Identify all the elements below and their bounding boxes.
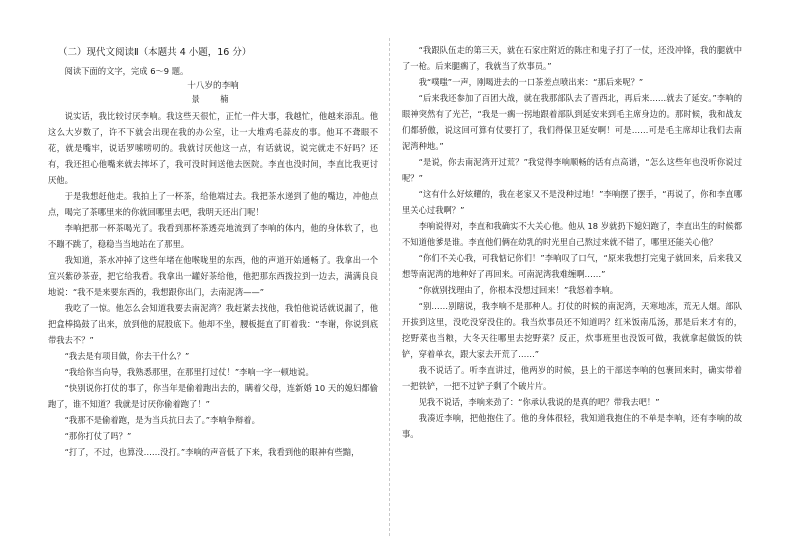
column-divider xyxy=(389,38,390,536)
paragraph: 李响说得对，李直和我确实不大关心他。他从 18 岁就扔下媳妇跑了，李直出生的时候都不知道他爹是谁。李直他们俩在幼乳的时光里自己熬过来就不错了，哪里还能关心他？ xyxy=(402,221,742,247)
paragraph: “我跟队伍走的第三天，就在石家庄附近的陈庄和鬼子打了一仗，还没冲锋，我的腿就中了一枪。后来腿瘸了，我就当了炊事员。” xyxy=(402,45,742,71)
paragraph: 我不说话了。听李直讲过，他两岁的时候，县上的干部送李响的包裹回来时，确实带着一把铁铲，一把不过铲子剩了个破片片。 xyxy=(402,365,742,391)
story-title: 十八岁的李响 xyxy=(187,81,239,91)
paragraph: “别……别瞎说，我李响不是那种人。打仗的时候的南泥湾，天寒地冻，荒无人烟。部队开拔到这里，没吃没穿没住的。我当炊事员还不知道吗？红米饭南瓜汤，那是后来才有的，挖野菜也当粮，大冬天往哪里去挖野菜？反正，炊事班里也没饭可做，我就拿起做饭的铁铲，穿着单衣，跟大家去开荒了……” xyxy=(402,301,742,359)
paragraph: 说实话，我比较讨厌李响。我这些天很忙，正忙一件大事，我越忙，他越来添乱。他这么大岁数了，许不下就会出现在我的办公室，让一大堆鸡毛蒜皮的事。他耳不聋眼不花，就是嘴牢，说话罗嗦唠叨的。我就讨厌他这一点，有话就说，说完就走不好吗？还有，我还担心他嘴来就去摔坏了，我可没时间送他去医院。李直也没时间，李直比我更讨厌他。 xyxy=(48,111,378,185)
reading-instruction: 阅读下面的文字，完成 6～9 题。 xyxy=(64,66,189,76)
dialogue-line: “快别说你打仗的事了，你当年是偷着跑出去的，瞒着父母，连新婚 10 天的媳妇都偷跑了，谁不知道？我就是讨厌你偷着跑了！” xyxy=(48,383,378,409)
paragraph: 我凑近李响，把他抱住了。他的身体很轻，我知道我抱住的不单是李响，还有李响的故事。 xyxy=(402,413,742,439)
dialogue-line: “我去是有项目做，你去干什么？” xyxy=(64,351,190,361)
paragraph: 李响把那一杯茶喝光了。我看到那杯茶透亮地流到了李响的体内，他的身体软了，也不蹦不跳了，稳稳当当地站在了那里。 xyxy=(48,223,378,249)
dialogue-line: “打了，不过，也算没……没打。”李响的声音低了下来，我看到他的眼神有些黯， xyxy=(64,447,360,457)
paragraph: 我吃了一惊。他怎么会知道我要去南泥湾？我赶紧去找他，我怕他说话就说漏了，他把盒棒捣鼓了出来，放到他的屁股底下。他却不坐，腰板挺直了盯着我：“李谢，你说到底带我去不？” xyxy=(48,303,378,345)
paragraph: 于是我想赶他走。我拍上了一杯茶，给他端过去。我把茶水递到了他的嘴边，冲他点点，喝完了茶哪里来的你就回哪里去吧，我明天还出门呢！ xyxy=(48,191,378,217)
paragraph: “这有什么好炫耀的，我在老家又不是没种过地！”李响摆了摆手，“再说了，你和李直哪里关心过我啊？” xyxy=(402,189,742,215)
story-author: 景 楠 xyxy=(191,94,235,104)
dialogue-line: “那你打仗了吗？” xyxy=(64,431,132,441)
section-heading: （二）现代文阅读Ⅱ（本题共 4 小题，16 分） xyxy=(58,47,252,58)
paragraph: “后来我还参加了百团大战，就在我那部队去了晋西北，再后来……就去了延安。”李响的眼神突然有了光芒，“我是一瘸一拐地跟着部队到延安来到毛主席身边的。那时候，我和战友们都骄傲，说这回可算有仗要打了，我们得保卫延安啊！可是……可是毛主席却让我们去南泥湾种地。” xyxy=(402,93,742,151)
dialogue-line: “我那不是偷着跑，是为当兵抗日去了。”李响争辩着。 xyxy=(64,415,260,425)
paragraph: “你们不关心我，可我惦记你们！”李响叹了口气，“原来我想打完鬼子就回来，后来我又想等南泥湾的地种好了再回来。可南泥湾我难缠啊……” xyxy=(402,253,742,279)
left-column xyxy=(48,40,378,540)
right-column xyxy=(402,42,742,540)
paragraph: 见我不说话，李响来劲了：“你承认我说的是真的吧？带我去吧！” xyxy=(418,397,660,407)
paragraph: “是说，你去南泥湾开过荒？”我觉得李响顺畅的话有点高谱，“怎么这些年也没听你说过呢？” xyxy=(402,157,742,183)
dialogue-line: “我给你当向导，我熟悉那里，在那里打过仗！”李响一字一顿地说。 xyxy=(64,367,314,377)
paragraph: 我知道，茶水冲掉了这些年堵在他喉咙里的东西，他的声道开始通畅了。我拿出一个宣兴紫砂茶壶，把它给我看。我拿出一罐好茶给他，他把那东西拨拉到一边去，满满良良地说：“我不是来要东西的，我想跟你出门，去南泥湾——” xyxy=(48,255,378,297)
paragraph: “你就别找理由了，你根本没想过回来！”我怒着李响。 xyxy=(418,285,619,295)
paragraph: 我“噗嗤”一声，刚喝进去的一口茶差点喷出来：“那后来呢？” xyxy=(418,77,644,87)
